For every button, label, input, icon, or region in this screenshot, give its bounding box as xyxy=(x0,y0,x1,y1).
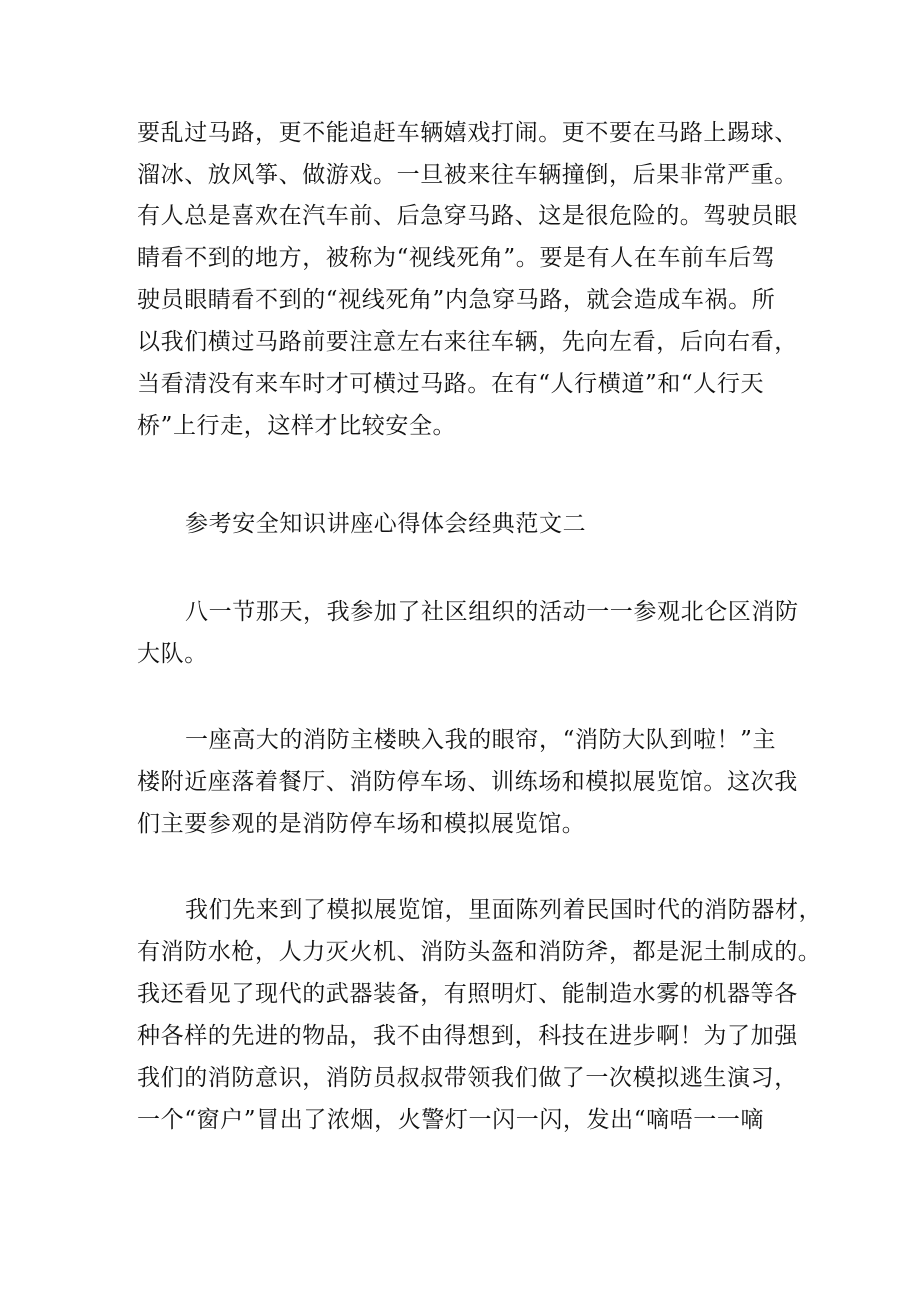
text-line: 我们先来到了模拟展览馆，里面陈列着民国时代的消防器材， xyxy=(185,897,823,923)
text-line: 一个“窗户”冒出了浓烟，火警灯一闪一闪，发出“嘀唔一一嘀 xyxy=(137,1107,765,1133)
text-line: 睛看不到的地方，被称为“视线死角”。要是有人在车前车后驾 xyxy=(137,245,776,271)
section-heading: 参考安全知识讲座心得体会经典范文二 xyxy=(185,511,587,537)
text-line: 八一节那天，我参加了社区组织的活动一一参观北仑区消防 xyxy=(185,599,799,625)
text-line: 以我们横过马路前要注意左右来往车辆，先向左看，后向右看， xyxy=(137,329,798,355)
text-line: 大队。 xyxy=(137,641,208,667)
text-line: 当看清没有来车时才可横过马路。在有“人行横道”和“人行天 xyxy=(137,371,765,397)
text-line: 们主要参观的是消防停车场和模拟展览馆。 xyxy=(137,811,586,837)
text-line: 种各样的先进的物品，我不由得想到，科技在进步啊！为了加强 xyxy=(137,1023,798,1049)
text-line: 有消防水枪，人力灭火机、消防头盔和消防斧，都是泥土制成的。 xyxy=(137,939,822,965)
text-line: 我们的消防意识，消防员叔叔带领我们做了一次模拟逃生演习， xyxy=(137,1065,798,1091)
text-line: 有人总是喜欢在汽车前、后急穿马路、这是很危险的。驾驶员眼 xyxy=(137,203,798,229)
text-line: 驶员眼睛看不到的“视线死角”内急穿马路，就会造成车祸。所 xyxy=(137,287,776,313)
text-line: 要乱过马路，更不能追赶车辆嬉戏打闹。更不要在马路上踢球、 xyxy=(137,120,798,146)
text-line: 溜冰、放风筝、做游戏。一旦被来往车辆撞倒，后果非常严重。 xyxy=(137,162,798,188)
text-line: 一座高大的消防主楼映入我的眼帘，“消防大队到啦！”主 xyxy=(185,727,777,753)
text-line: 我还看见了现代的武器装备，有照明灯、能制造水雾的机器等各 xyxy=(137,981,798,1007)
text-line: 楼附近座落着餐厅、消防停车场、训练场和模拟展览馆。这次我 xyxy=(137,769,798,795)
text-line: 桥”上行走，这样才比较安全。 xyxy=(137,413,457,439)
